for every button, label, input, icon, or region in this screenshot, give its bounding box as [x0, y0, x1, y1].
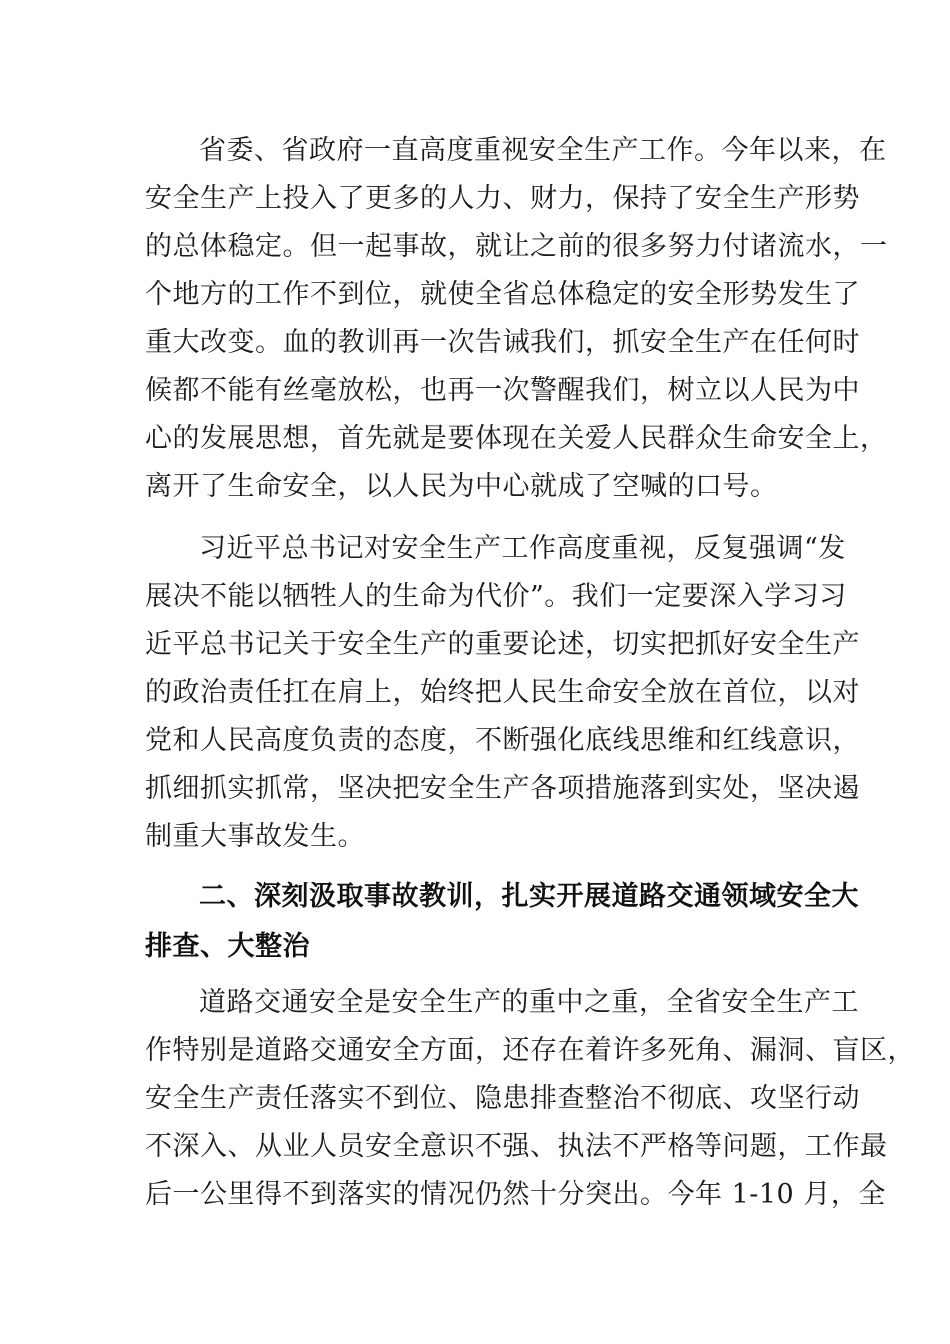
paragraph-3-line-3: 安全生产责任落实不到位、隐患排查整治不彻底、攻坚行动: [145, 1083, 860, 1114]
paragraph-3-line-4: 不深入、从业人员安全意识不强、执法不严格等问题，工作最: [145, 1131, 888, 1162]
paragraph-1-line-8: 离开了生命安全，以人民为中心就成了空喊的口号。: [145, 471, 778, 502]
paragraph-1-line-7: 心的发展思想，首先就是要体现在关爱人民群众生命安全上，: [145, 423, 888, 454]
paragraph-2-line-7: 制重大事故发生。: [145, 821, 365, 852]
paragraph-2-line-2: 展决不能以牺牲人的生命为代价”。我们一定要深入学习习: [145, 581, 847, 612]
section-heading-line-2: 排查、大整治: [145, 931, 310, 962]
paragraph-2-line-5: 党和人民高度负责的态度，不断强化底线思维和红线意识，: [145, 725, 860, 756]
paragraph-2-line-3: 近平总书记关于安全生产的重要论述，切实把抓好安全生产: [145, 629, 860, 660]
paragraph-3-line-2: 作特别是道路交通安全方面，还存在着许多死角、漏洞、盲区，: [145, 1035, 915, 1066]
paragraph-3-line-1: 道路交通安全是安全生产的重中之重，全省安全生产工: [199, 987, 859, 1018]
paragraph-1-line-3: 的总体稳定。但一起事故，就让之前的很多努力付诸流水，一: [145, 231, 888, 262]
section-heading-line-1: 二、深刻汲取事故教训，扎实开展道路交通领域安全大: [199, 881, 859, 912]
paragraph-1-line-1: 省委、省政府一直高度重视安全生产工作。今年以来，在: [199, 135, 887, 166]
paragraph-2-line-4: 的政治责任扛在肩上，始终把人民生命安全放在首位，以对: [145, 677, 860, 708]
paragraph-1-line-2: 安全生产上投入了更多的人力、财力，保持了安全生产形势: [145, 183, 860, 214]
paragraph-3-line-5: 后一公里得不到落实的情况仍然十分突出。今年 1-10 月，全: [145, 1179, 886, 1210]
paragraph-2-line-1: 习近平总书记对安全生产工作高度重视，反复强调“发: [199, 533, 846, 564]
paragraph-1-line-6: 候都不能有丝毫放松，也再一次警醒我们，树立以人民为中: [145, 375, 860, 406]
paragraph-1-line-4: 个地方的工作不到位，就使全省总体稳定的安全形势发生了: [145, 279, 860, 310]
paragraph-1-line-5: 重大改变。血的教训再一次告诫我们，抓安全生产在任何时: [145, 327, 860, 358]
paragraph-2-line-6: 抓细抓实抓常，坚决把安全生产各项措施落到实处，坚决遏: [145, 773, 860, 804]
